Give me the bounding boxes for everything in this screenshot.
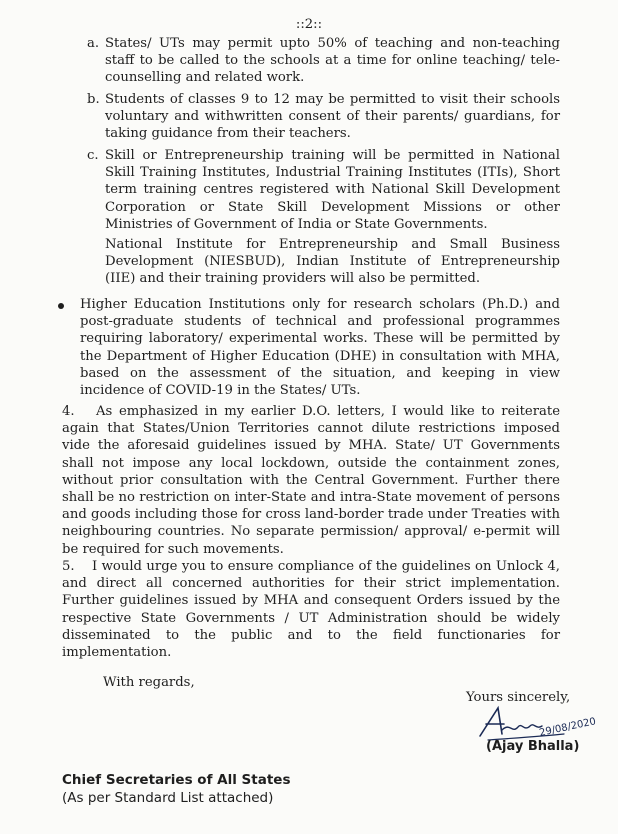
sub-item-text: Students of classes 9 to 12 may be permitted to visit their schools voluntary and withwritten consent of their parents/ guardians, for taking guidance from their teachers. <box>105 92 560 142</box>
sub-item-marker: b. <box>87 92 100 107</box>
paragraph-4 <box>62 403 560 558</box>
sub-item-marker: c. <box>87 148 99 163</box>
sub-item-c <box>87 147 560 233</box>
addressee-block <box>62 771 291 807</box>
bullet-item <box>80 296 560 399</box>
closing-line: With regards, <box>103 675 195 690</box>
sub-item-text: States/ UTs may permit upto 50% of teaching and non-teaching staff to be called to the schools at a time for online teaching/ tele- counselling and related work. <box>105 36 560 86</box>
paragraph-text: I would urge you to ensure compliance of the guidelines on Unlock 4, and direct all concerned authorities for their strict implementation. Further guidelines issued by MHA and consequent Orders issued by the respective State Governments / UT Administration should be widely disseminated to the public and to the field functionaries for implementation. <box>62 559 560 661</box>
sub-item-b <box>87 91 560 143</box>
addressee: Chief Secretaries of All States <box>62 772 291 788</box>
paragraph-5 <box>62 558 560 661</box>
addressee-note: (As per Standard List attached) <box>62 790 274 806</box>
sub-item-c-continuation: National Institute for Entrepreneurship and Small Business Development (NIESBUD), Indian Institute of Entrepreneurship (IIE) and their training providers will also be permitted. <box>105 237 560 287</box>
paragraph-number: 4. <box>62 404 75 419</box>
bullet-dot <box>58 303 64 309</box>
sub-item-a <box>87 35 560 87</box>
paragraph-text: As emphasized in my earlier D.O. letters, I would like to reiterate again that States/Union Territories cannot dilute restrictions imposed vide the aforesaid guidelines issued by MHA. State/ UT Governments shall not impose any local lockdown, outside the containment zones, without prior consultation with the Central Government. Further there shall be no restriction on inter-State and intra-State movement of persons and goods including those for cross land-border trade under Treaties with neighbouring countries. No separate permission/ approval/ e-permit will be required for such movements. <box>62 404 560 557</box>
signatory-name: (Ajay Bhalla) <box>486 739 580 754</box>
signature-date: 29/08/2020 <box>538 716 598 739</box>
sign-off: Yours sincerely, <box>466 690 571 705</box>
paragraph-number: 5. <box>62 559 75 574</box>
sub-item-text: Skill or Entrepreneurship training will be permitted in National Skill Training Institutes, Industrial Training Institutes (ITIs), Short term training centres registered with National Skill Development Corporation or State Skill Development Missions or other Ministries of Government of India or State Governments. <box>105 148 560 232</box>
sub-item-marker: a. <box>87 36 100 51</box>
bullet-text: Higher Education Institutions only for research scholars (Ph.D.) and post-graduate students of technical and professional programmes requiring laboratory/ experimental works. These will be permitted by the Department of Higher Education (DHE) in consultation with MHA, based on the assessment of the situation, and keeping in view incidence of COVID-19 in the States/ UTs. <box>80 297 560 399</box>
page-number: ::2:: <box>295 17 323 32</box>
